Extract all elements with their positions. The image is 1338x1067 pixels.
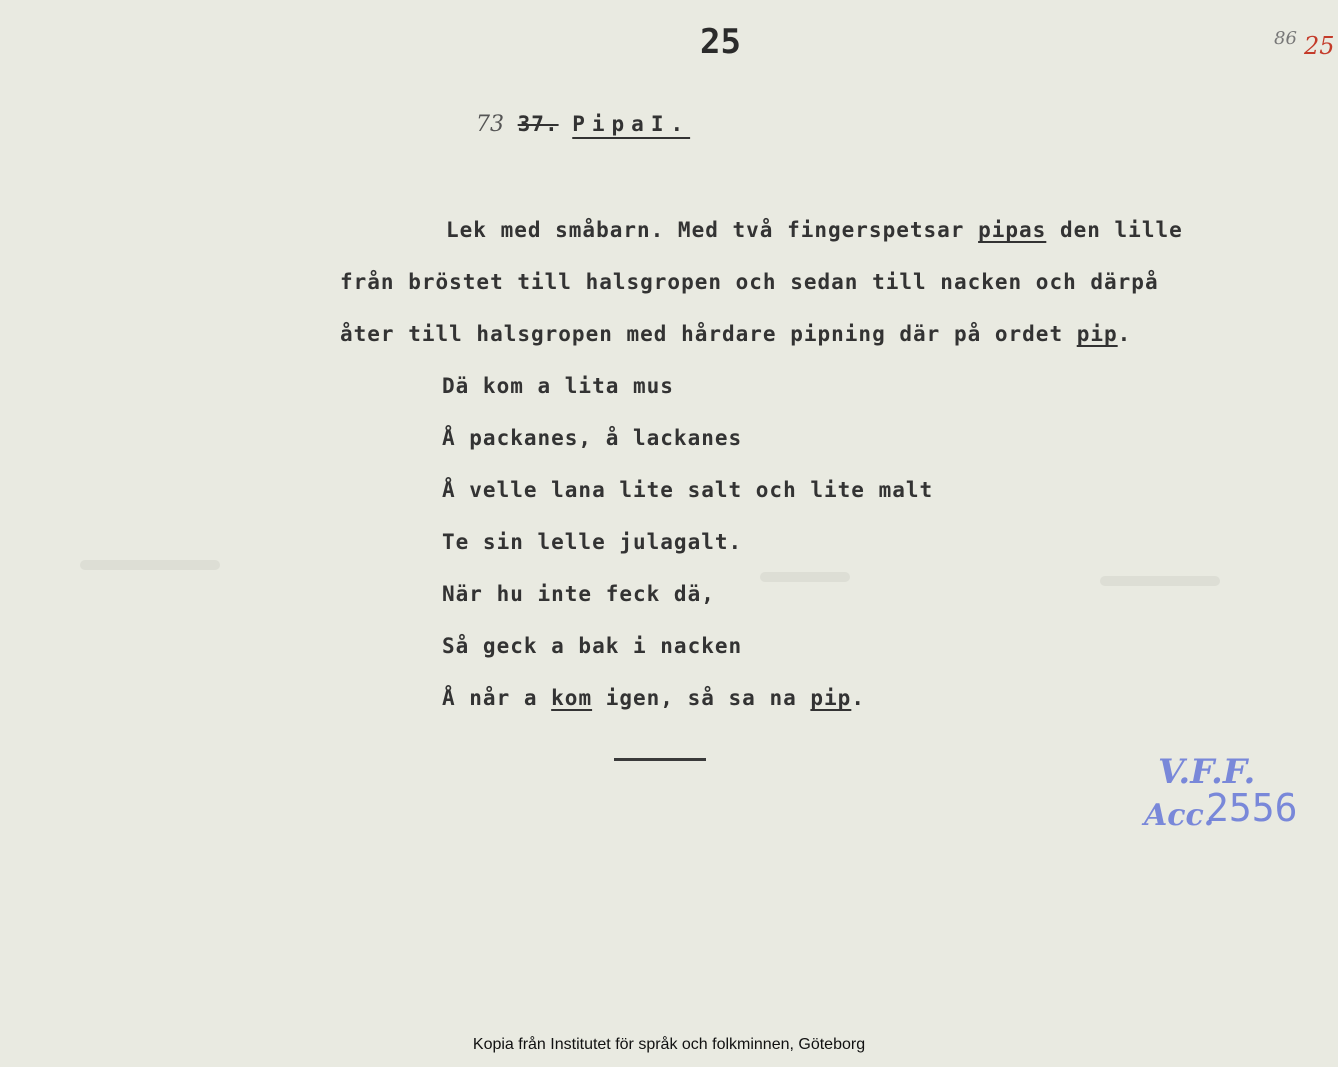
verse-line-1: Dä kom a lita mus — [442, 374, 674, 398]
paragraph-line-3 — [340, 322, 1131, 346]
document-title: PipaI. — [572, 112, 691, 136]
verse-text: Å når a — [442, 686, 552, 710]
underlined-word: pip — [810, 686, 852, 710]
verse-line-5: När hu inte feck dä, — [442, 582, 715, 606]
archive-stamp-prefix: Acc. — [1144, 798, 1215, 833]
verse-line-7 — [442, 686, 865, 710]
footer-copy-notice: Kopia från Institutet för språk och folkminnen, Göteborg — [472, 1036, 866, 1053]
paragraph-text: åter till halsgropen med hårdare pipning där på ordet — [340, 322, 1077, 346]
verse-line-2: Å packanes, å lackanes — [442, 426, 743, 450]
paragraph-line-2: från bröstet till halsgropen och sedan till nacken och därpå — [340, 270, 1159, 294]
paragraph-text: Lek med småbarn. Med två fingerspetsar — [446, 218, 979, 242]
archive-stamp-number: 2556 — [1206, 786, 1298, 830]
verse-text: . — [851, 686, 865, 710]
paper-smudge — [80, 560, 220, 570]
paper-smudge — [1100, 576, 1220, 586]
underlined-word: pipas — [978, 218, 1047, 242]
underlined-word: pip — [1076, 322, 1118, 346]
archive-number-red: 25 — [1304, 32, 1335, 60]
struck-entry-number: 37. — [517, 112, 559, 136]
verse-line-4: Te sin lelle julagalt. — [442, 530, 743, 554]
handwritten-entry-number: 73 — [476, 112, 504, 137]
paper-smudge — [760, 572, 850, 582]
underlined-word: kom — [551, 686, 593, 710]
heading-row — [476, 112, 690, 137]
paragraph-line-1 — [446, 218, 1183, 242]
page-number: 25 — [700, 22, 741, 62]
verse-text: igen, så sa na — [592, 686, 811, 710]
archive-number-pencil: 86 — [1274, 28, 1297, 49]
paragraph-text: . — [1117, 322, 1132, 346]
end-rule — [614, 758, 706, 761]
verse-line-3: Å velle lana lite salt och lite malt — [442, 478, 934, 502]
paragraph-text: den lille — [1046, 218, 1183, 242]
verse-line-6: Så geck a bak i nacken — [442, 634, 743, 658]
archive-stamp-top: V.F.F. — [1158, 752, 1256, 792]
